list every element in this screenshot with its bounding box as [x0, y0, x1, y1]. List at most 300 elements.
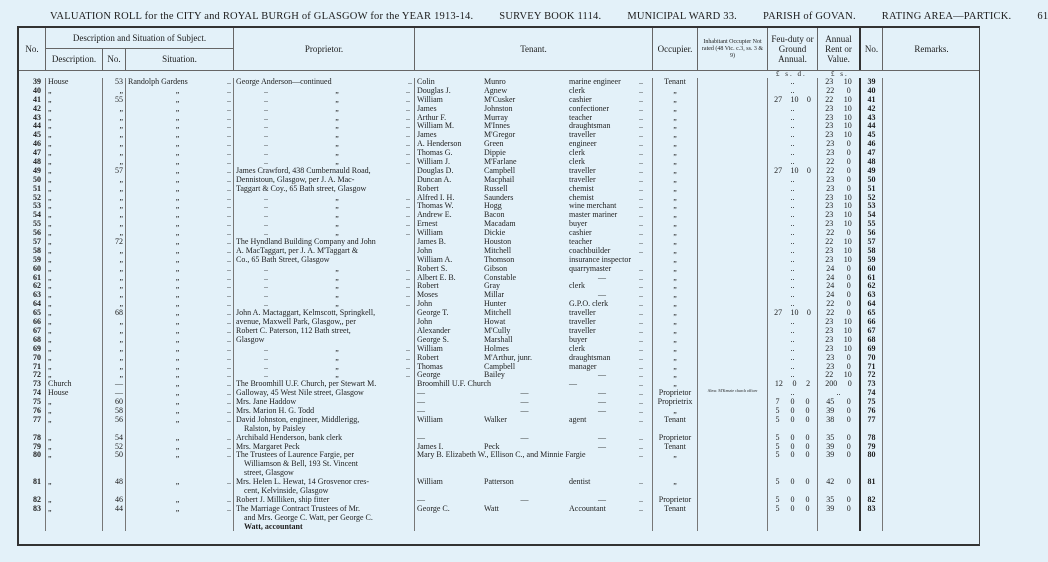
row-number-right: 66 — [859, 318, 882, 327]
tenant-occupation: master mariner — [569, 210, 618, 220]
description: „ — [45, 194, 102, 203]
rent-value: 0 — [846, 281, 851, 291]
situation — [125, 131, 233, 140]
rent-value: 22 — [825, 370, 834, 380]
tenant-surname: Dippie — [484, 148, 506, 158]
table-row — [19, 398, 979, 407]
rent-value: 24 — [826, 272, 835, 282]
tenant-surname: Patterson — [484, 477, 514, 487]
situation-text: „ — [175, 325, 180, 335]
proprietor — [233, 220, 414, 229]
row-number-right: 59 — [859, 256, 882, 265]
inhabitant-occupier — [697, 105, 767, 114]
description: „ — [45, 211, 102, 220]
dots: .. — [227, 343, 231, 353]
feu-value: 0 — [806, 165, 811, 175]
tenant-occupation: agent — [569, 414, 587, 424]
remarks — [882, 158, 980, 167]
row-number: 57 — [33, 237, 41, 247]
rent-value: 23 — [826, 139, 835, 149]
rent-value: 23 — [826, 361, 835, 371]
row-number-right: 64 — [859, 300, 882, 309]
tenant-occupation: — — [598, 405, 606, 415]
dots: .. — [227, 183, 231, 193]
occupier: Proprietrix — [652, 398, 697, 407]
description — [45, 469, 102, 478]
tenant-first-name: John — [414, 247, 482, 256]
tenant-first-name: George S. — [414, 336, 482, 345]
dots: .. — [639, 85, 643, 95]
situation — [125, 149, 233, 158]
dots: .. — [639, 503, 643, 513]
inhabitant-occupier — [697, 291, 767, 300]
proprietor — [233, 256, 414, 265]
dots: .. — [406, 370, 410, 380]
situation-text: „ — [175, 254, 180, 264]
inhabitant-occupier — [697, 300, 767, 309]
feu-value: .. — [790, 370, 795, 380]
remarks — [882, 523, 980, 532]
feu-value: 0 — [805, 405, 810, 415]
inhabitant-occupier — [697, 229, 767, 238]
annual-rent — [817, 140, 859, 149]
situation-text: „ — [175, 281, 180, 291]
row-number: 65 — [33, 308, 41, 318]
rent-value: 0 — [846, 352, 851, 362]
tenant-first-name: — — [414, 398, 482, 407]
row-number-right: 42 — [859, 105, 882, 114]
row-number: 83 — [33, 503, 41, 513]
annual-rent — [817, 336, 859, 345]
col-no2-header: No. — [859, 28, 882, 70]
situation-text: „ — [175, 237, 180, 247]
dots: .. — [227, 192, 231, 202]
tenant-occupation: draughtsman — [569, 352, 611, 362]
row-number-right: 50 — [859, 176, 882, 185]
rent-value: 0 — [846, 165, 851, 175]
annual-rent — [817, 167, 859, 176]
description: „ — [45, 96, 102, 105]
row-number: 69 — [33, 343, 41, 353]
proprietor — [233, 131, 414, 140]
rent-value: 0 — [846, 503, 851, 513]
occupier: „ — [652, 478, 697, 487]
occupier: „ — [652, 291, 697, 300]
dots: .. — [639, 441, 643, 451]
page-number: 61 — [1037, 11, 1048, 22]
rent-value: 23 — [825, 103, 834, 113]
rent-value: 23 — [825, 201, 834, 211]
row-number: 55 — [33, 219, 41, 229]
ditto-mark: „ — [335, 272, 339, 282]
row-number: 66 — [33, 317, 41, 327]
remarks — [882, 274, 980, 283]
annual-rent — [817, 247, 859, 256]
tenant-surname: Peck — [484, 441, 500, 451]
remarks — [882, 416, 980, 425]
annual-rent — [817, 78, 859, 87]
dots: .. — [406, 130, 410, 140]
annual-rent — [817, 460, 859, 469]
tenant-first-name: Robert S. — [414, 265, 482, 274]
situation-text: „ — [175, 139, 180, 149]
situation-text: „ — [175, 219, 180, 229]
inhabitant-occupier — [697, 220, 767, 229]
description — [45, 514, 102, 523]
dots: .. — [639, 157, 643, 167]
feu-value: 5 — [775, 405, 780, 415]
tenant-occupation: chemist — [569, 192, 594, 202]
situation-text: „ — [175, 308, 180, 318]
rent-value: 35 — [826, 494, 835, 504]
feu-value: 0 — [790, 441, 795, 451]
dots: .. — [639, 388, 643, 398]
dots: .. — [227, 112, 231, 122]
tenant-occupation: marine engineer — [569, 77, 621, 86]
inhabitant-occupier — [697, 514, 767, 523]
tenant-first-name: John — [414, 318, 482, 327]
feu-value: .. — [790, 352, 795, 362]
rent-value: 10 — [843, 94, 852, 104]
dots: .. — [227, 290, 231, 300]
feu-value: 0 — [790, 450, 795, 460]
tenant-occupation: quarrymaster — [569, 263, 612, 273]
proprietor-text: Mrs. Margaret Peck — [236, 441, 300, 451]
tenant-surname: M'Cusker — [484, 94, 516, 104]
annual-rent — [817, 487, 859, 496]
feu-value: 27 — [774, 165, 783, 175]
proprietor-text: Robert J. Milliken, ship fitter — [236, 494, 330, 504]
col-occupier-header: Occupier. — [652, 28, 697, 70]
annual-rent — [817, 416, 859, 425]
situation — [125, 122, 233, 131]
description: „ — [45, 318, 102, 327]
proprietor — [233, 194, 414, 203]
remarks — [882, 211, 980, 220]
street-number: 46 — [102, 496, 125, 505]
row-number: 72 — [33, 370, 41, 380]
rent-value: 23 — [825, 210, 834, 220]
proprietor — [233, 185, 414, 194]
tenant-occupation: G.P.O. clerk — [569, 299, 609, 309]
row-number-right: 80 — [859, 451, 882, 460]
proprietor — [233, 96, 414, 105]
description: „ — [45, 309, 102, 318]
description: „ — [45, 238, 102, 247]
tenant-surname: Agnew — [484, 85, 508, 95]
dots: .. — [639, 237, 643, 247]
rent-value: 0 — [847, 379, 852, 389]
annual-rent — [817, 514, 859, 523]
occupier: „ — [652, 309, 697, 318]
dots: .. — [406, 201, 410, 211]
feu-value: .. — [790, 263, 795, 273]
tenant-surname: Thomson — [484, 254, 515, 264]
situation — [125, 291, 233, 300]
rent-value: 24 — [826, 263, 835, 273]
dots: .. — [406, 299, 410, 309]
situation — [125, 78, 233, 87]
inhabitant-occupier — [697, 398, 767, 407]
proprietor — [233, 363, 414, 372]
tenant-first-name: Thomas G. — [414, 149, 482, 158]
rent-value: 0 — [846, 441, 851, 451]
feu-value: 0 — [805, 494, 810, 504]
row-number-right: 73 — [859, 380, 882, 389]
description: „ — [45, 105, 102, 114]
row-number-right: 62 — [859, 282, 882, 291]
tenant-first-name — [414, 460, 482, 469]
tenant-surname: Bacon — [484, 210, 505, 220]
rent-value: 23 — [825, 317, 834, 327]
tenant-surname: Campbell — [484, 165, 516, 175]
row-number: 42 — [33, 103, 41, 113]
row-number-right: 46 — [859, 140, 882, 149]
tenant-first-name: Alfred I. H. — [414, 194, 482, 203]
street-number: „ — [102, 229, 125, 238]
dots: .. — [639, 139, 643, 149]
rent-value: 23 — [826, 352, 835, 362]
dots: .. — [639, 245, 643, 255]
description: „ — [45, 122, 102, 131]
row-number: 78 — [33, 432, 41, 442]
rent-value: 10 — [843, 192, 852, 202]
row-number: 53 — [33, 201, 41, 211]
rent-value: 0 — [846, 290, 851, 300]
feu-value: 2 — [806, 379, 811, 389]
dots: .. — [264, 201, 268, 211]
proprietor-text: Mrs. Jane Haddow — [236, 397, 297, 407]
remarks — [882, 336, 980, 345]
proprietor-text: and Mrs. George C. Watt, per George C. — [244, 512, 373, 522]
tenant-surname: — — [520, 405, 529, 415]
dots: .. — [227, 272, 231, 282]
proprietor — [233, 114, 414, 123]
situation — [125, 167, 233, 176]
occupier: „ — [652, 274, 697, 283]
street-number: 55 — [102, 96, 125, 105]
inhabitant-occupier — [697, 363, 767, 372]
description: „ — [45, 336, 102, 345]
dots: .. — [639, 219, 643, 229]
dots: .. — [406, 112, 410, 122]
feu-value: .. — [790, 272, 795, 282]
tenant-surname: Campbell — [484, 361, 516, 371]
annual-rent — [817, 220, 859, 229]
ditto-mark: „ — [335, 85, 339, 95]
street-number: „ — [102, 345, 125, 354]
inhabitant-occupier — [697, 149, 767, 158]
rent-value: 0 — [846, 308, 851, 318]
dots: .. — [639, 130, 643, 140]
row-number-right — [859, 523, 882, 532]
tenant-occupation: — — [598, 290, 606, 300]
tenant-occupation: clerk — [569, 281, 585, 291]
feu-value: 0 — [790, 397, 795, 407]
row-number: 63 — [33, 290, 41, 300]
tenant-surname: — — [520, 388, 529, 398]
row-number: 52 — [33, 192, 41, 202]
situation — [125, 425, 233, 434]
street-number: „ — [102, 256, 125, 265]
rent-value: 0 — [846, 299, 851, 309]
annual-rent — [817, 363, 859, 372]
proprietor-text: George Anderson—continued — [236, 77, 332, 86]
tenant-surname: — — [520, 494, 529, 504]
dots: .. — [639, 228, 643, 238]
dots: .. — [264, 157, 268, 167]
feu-value: 0 — [806, 308, 811, 318]
street-number: „ — [102, 282, 125, 291]
tenant-first-name: Douglas J. — [414, 87, 482, 96]
inhabitant-occupier — [697, 451, 767, 460]
feu-value: 0 — [805, 414, 810, 424]
annual-rent — [817, 238, 859, 247]
occupier: „ — [652, 158, 697, 167]
row-number: 73 — [33, 379, 41, 389]
situation-text: „ — [175, 165, 180, 175]
inhabitant-occupier — [697, 336, 767, 345]
proprietor — [233, 282, 414, 291]
feu-duty — [767, 416, 817, 425]
inhabitant-occupier — [697, 194, 767, 203]
dots: .. — [406, 228, 410, 238]
annual-rent — [817, 478, 859, 487]
rent-value: 22 — [826, 228, 835, 238]
rent-value: 23 — [825, 334, 834, 344]
tenant-occupation: traveller — [569, 308, 596, 318]
occupier — [652, 523, 697, 532]
dots: .. — [639, 112, 643, 122]
feu-duty — [767, 478, 817, 487]
situation — [125, 114, 233, 123]
occupier — [652, 460, 697, 469]
feu-value: .. — [790, 174, 795, 184]
ditto-mark: „ — [335, 139, 339, 149]
rent-value: 23 — [825, 325, 834, 335]
row-number: 77 — [33, 414, 41, 424]
situation-text: „ — [175, 397, 180, 407]
feu-value: .. — [790, 103, 795, 113]
occupier: „ — [652, 96, 697, 105]
tenant-occupation: draughtsman — [569, 121, 611, 131]
rent-value: 0 — [846, 414, 851, 424]
proprietor — [233, 523, 414, 532]
description: „ — [45, 363, 102, 372]
row-number: 67 — [33, 325, 41, 335]
dots: .. — [639, 103, 643, 113]
tenant-surname — [482, 523, 567, 532]
occupier: „ — [652, 211, 697, 220]
inhabitant-occupier — [697, 167, 767, 176]
rent-value: 39 — [826, 450, 835, 460]
rent-value: 22 — [825, 237, 834, 247]
tenant-occupation: chemist — [569, 183, 594, 193]
rent-value: 0 — [846, 272, 851, 282]
rent-value: 0 — [846, 263, 851, 273]
remarks — [882, 78, 980, 87]
annual-rent — [817, 282, 859, 291]
rent-value: 0 — [846, 494, 851, 504]
tenant-surname: Houston — [484, 237, 512, 247]
street-number: „ — [102, 371, 125, 380]
street-number — [102, 514, 125, 523]
tenant-occupation: clerk — [569, 157, 585, 167]
rent-value: 22 — [826, 299, 835, 309]
dots: .. — [639, 290, 643, 300]
rent-value: 23 — [825, 245, 834, 255]
remarks — [882, 256, 980, 265]
description: „ — [45, 345, 102, 354]
street-number: „ — [102, 105, 125, 114]
proprietor — [233, 291, 414, 300]
tenant-first-name: Colin — [414, 78, 482, 87]
feu-value: 10 — [790, 308, 799, 318]
rent-value: 10 — [843, 219, 852, 229]
description: „ — [45, 451, 102, 460]
feu-value: .. — [790, 254, 795, 264]
situation — [125, 478, 233, 487]
tenant-occupation: cashier — [569, 94, 592, 104]
feu-value: .. — [790, 325, 795, 335]
tenant-occupation: Accountant — [569, 503, 606, 513]
situation — [125, 345, 233, 354]
dots: .. — [264, 263, 268, 273]
description: „ — [45, 114, 102, 123]
dots: .. — [264, 219, 268, 229]
rent-value: 24 — [826, 281, 835, 291]
remarks — [882, 105, 980, 114]
remarks — [882, 114, 980, 123]
remarks — [882, 505, 980, 514]
rent-value: 0 — [846, 85, 851, 95]
remarks — [882, 202, 980, 211]
annual-rent — [817, 131, 859, 140]
ditto-mark: „ — [335, 290, 339, 300]
occupier: Proprietor — [652, 389, 697, 398]
annual-rent — [817, 398, 859, 407]
row-number-right: 76 — [859, 407, 882, 416]
parish: PARISH of GOVAN. — [763, 11, 856, 22]
street-number: „ — [102, 300, 125, 309]
rent-value: 23 — [826, 174, 835, 184]
dots: .. — [639, 148, 643, 158]
remarks — [882, 514, 980, 523]
feu-value: 0 — [790, 432, 795, 442]
occupier: „ — [652, 140, 697, 149]
annual-rent — [817, 185, 859, 194]
situation — [125, 514, 233, 523]
row-number-right: 47 — [859, 149, 882, 158]
dots: .. — [406, 192, 410, 202]
tenant-first-name: William — [414, 229, 482, 238]
proprietor — [233, 336, 414, 345]
proprietor — [233, 78, 414, 87]
proprietor-text: Mrs. Helen L. Hewat, 14 Grosvenor cres- — [236, 477, 370, 487]
occupier: „ — [652, 256, 697, 265]
situation-text: „ — [175, 174, 180, 184]
proprietor — [233, 87, 414, 96]
occupier: „ — [652, 336, 697, 345]
description: „ — [45, 327, 102, 336]
rent-value: 200 — [825, 379, 838, 389]
tenant-surname: Dickie — [484, 228, 506, 238]
row-number-right: 43 — [859, 114, 882, 123]
rent-value: 22 — [826, 165, 835, 175]
description: „ — [45, 354, 102, 363]
tenant-occupation: clerk — [569, 148, 585, 158]
row-number: 61 — [33, 272, 41, 282]
